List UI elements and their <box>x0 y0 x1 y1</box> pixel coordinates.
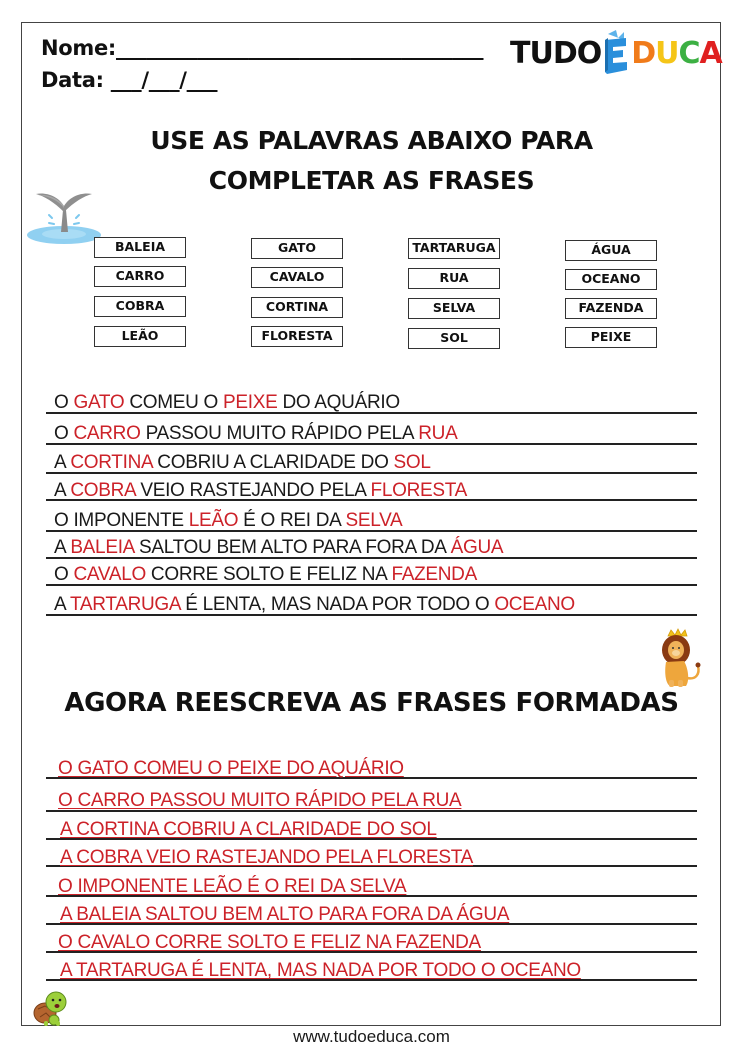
sentence-7: O CAVALO CORRE SOLTO E FELIZ NA FAZENDA <box>54 564 477 585</box>
word-box: FAZENDA <box>565 298 657 319</box>
word-box: CORTINA <box>251 297 343 318</box>
rewrite-sentence-7: O CAVALO CORRE SOLTO E FELIZ NA FAZENDA <box>58 932 481 953</box>
rewrite-title: AGORA REESCREVA AS FRASES FORMADAS <box>64 688 679 718</box>
word-box: TARTARUGA <box>408 238 500 259</box>
title-line-1: USE AS PALAVRAS ABAIXO PARA <box>150 126 593 155</box>
rewrite-sentence-5: O IMPONENTE LEÃO É O REI DA SELVA <box>58 876 407 897</box>
sentence-3: A CORTINA COBRIU A CLARIDADE DO SOL <box>54 452 431 473</box>
sentence-2: O CARRO PASSOU MUITO RÁPIDO PELA RUA <box>54 423 458 444</box>
logo-part-tudo: TUDO <box>510 35 602 71</box>
whale-tail-icon <box>24 188 104 253</box>
word-box: SOL <box>408 328 500 349</box>
website-url[interactable]: www.tudoeduca.com <box>293 1027 450 1046</box>
name-field[interactable]: Nome:____________________________________ <box>41 36 484 60</box>
sentence-1: O GATO COMEU O PEIXE DO AQUÁRIO <box>54 392 400 413</box>
logo-part-c: C <box>678 35 700 71</box>
word-box: CAVALO <box>251 267 343 288</box>
rewrite-sentence-6: A BALEIA SALTOU BEM ALTO PARA FORA DA ÁGUA <box>60 904 510 925</box>
rewrite-sentence-2: O CARRO PASSOU MUITO RÁPIDO PELA RUA <box>58 790 462 811</box>
sentence-5: O IMPONENTE LEÃO É O REI DA SELVA <box>54 510 403 531</box>
word-box: COBRA <box>94 296 186 317</box>
word-box: CARRO <box>94 266 186 287</box>
word-box: SELVA <box>408 298 500 319</box>
lion-icon <box>654 628 706 695</box>
logo-part-a: A <box>699 35 722 71</box>
title-line-2: COMPLETAR AS FRASES <box>208 166 535 195</box>
sentence-8: A TARTARUGA É LENTA, MAS NADA POR TODO O OCEANO <box>54 594 575 615</box>
sentence-4: A COBRA VEIO RASTEJANDO PELA FLORESTA <box>54 480 468 501</box>
rewrite-sentence-8: A TARTARUGA É LENTA, MAS NADA POR TODO O OCEANO <box>60 960 581 981</box>
instruction-title <box>0 122 743 200</box>
turtle-icon <box>32 989 70 1032</box>
word-box: PEIXE <box>565 327 657 348</box>
logo-part-d: D <box>631 35 656 71</box>
date-field[interactable]: Data: ___/___/___ <box>41 68 218 92</box>
word-box: GATO <box>251 238 343 259</box>
rewrite-sentence-3: A CORTINA COBRIU A CLARIDADE DO SOL <box>60 819 437 840</box>
tudoeduca-logo <box>510 30 722 76</box>
word-box: FLORESTA <box>251 326 343 347</box>
word-box: RUA <box>408 268 500 289</box>
word-box: OCEANO <box>565 269 657 290</box>
book-icon <box>602 30 630 76</box>
word-box: ÁGUA <box>565 240 657 261</box>
word-box: LEÃO <box>94 326 186 347</box>
word-box: BALEIA <box>94 237 186 258</box>
sentence-6: A BALEIA SALTOU BEM ALTO PARA FORA DA ÁGUA <box>54 537 504 558</box>
rewrite-sentence-4: A COBRA VEIO RASTEJANDO PELA FLORESTA <box>60 847 474 868</box>
rewrite-sentence-1: O GATO COMEU O PEIXE DO AQUÁRIO <box>58 758 404 779</box>
logo-part-u: U <box>655 35 679 71</box>
